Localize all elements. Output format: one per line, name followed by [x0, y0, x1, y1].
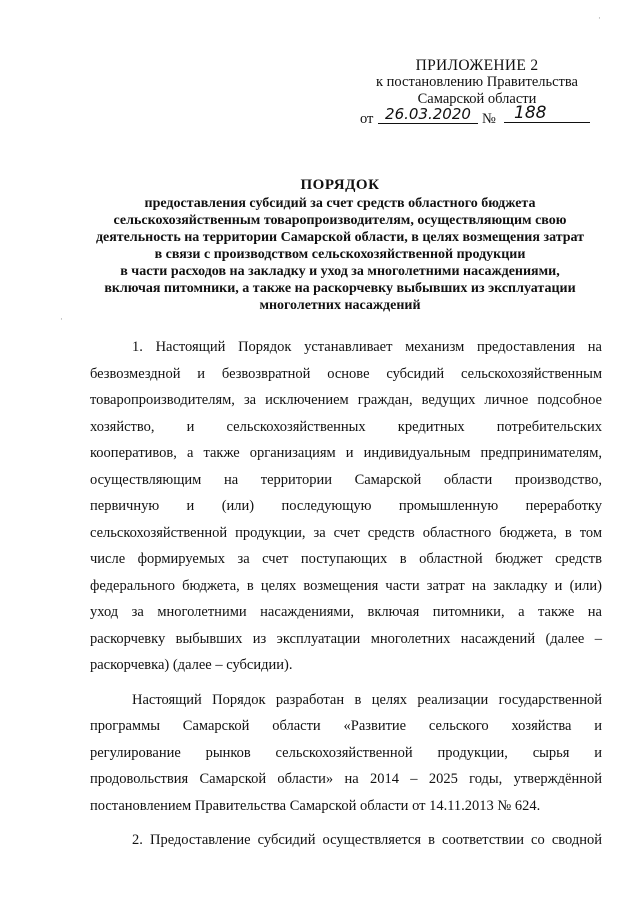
heading-line: деятельность на территории Самарской области, в целях возмещения затрат — [95, 230, 585, 245]
paragraph-1 — [90, 334, 602, 679]
text-line: раскорчевка) (далее – субсидии). — [90, 657, 293, 673]
text-line: безвозмездной и безвозвратной основе субсидий сельскохозяйственным — [90, 365, 602, 382]
text-line: уход за многолетними насаждениями, включая питомники, а также на — [90, 604, 602, 620]
text-line: продовольствия Самарской области» на 2014 – 2025 годы, утверждённой — [90, 771, 602, 787]
paragraph-3 — [90, 827, 602, 854]
text-line: 2. Предоставление субсидий осуществляется в соответствии со сводной — [132, 832, 602, 848]
text-line: постановлением Правительства Самарской области от 14.11.2013 № 624. — [90, 797, 541, 814]
scan-speck: · — [60, 315, 63, 325]
text-line: 1. Настоящий Порядок устанавливает механизм предоставления на — [132, 339, 602, 355]
text-line: хозяйство, и сельскохозяйственных кредитных потребительских — [90, 418, 602, 435]
heading-line: включая питомники, а также на раскорчевку выбывших из эксплуатации — [104, 281, 576, 296]
text-line: регулирование рынков сельскохозяйственной продукции, сырья и — [90, 744, 602, 761]
handwritten-number: 188 — [504, 105, 590, 123]
appendix-block — [352, 57, 602, 131]
heading-line: многолетних насаждений — [259, 298, 421, 313]
heading-line: предоставления субсидий за счет средств областного бюджета — [144, 196, 536, 211]
appendix-line-2: Самарской области — [417, 91, 537, 107]
heading-line: сельскохозяйственным товаропроизводителям, осуществляющим свою — [113, 213, 567, 228]
text-line: Настоящий Порядок разработан в целях реализации государственной — [132, 691, 602, 708]
document-title: ПОРЯДОК — [300, 177, 380, 193]
text-line: осуществляющим на территории Самарской области производство, — [90, 471, 602, 488]
date-prefix: от — [360, 111, 374, 127]
appendix-date-line — [352, 103, 602, 131]
appendix-title: ПРИЛОЖЕНИЕ 2 — [415, 57, 539, 74]
heading-line: в связи с производством сельскохозяйственной продукции — [154, 247, 526, 262]
scan-speck: · — [598, 14, 601, 24]
paragraph-2 — [90, 687, 602, 820]
text-line: первичную и (или) последующую промышленную переработку — [90, 498, 602, 514]
text-line: раскорчевку выбывших из эксплуатации многолетних насаждений (далее – — [90, 630, 602, 647]
document-heading — [60, 177, 620, 314]
text-line: товаропроизводителям, за исключением граждан, ведущих личное подсобное — [90, 392, 602, 408]
text-line: числе формируемых за счет поступающих в областной бюджет средств — [90, 551, 602, 567]
text-line: сельскохозяйственной продукции, за счет средств областного бюджета, в том — [90, 524, 602, 541]
text-line: программы Самарской области «Развитие сельского хозяйства и — [90, 718, 602, 734]
document-body — [90, 334, 602, 854]
heading-line: в части расходов на закладку и уход за многолетними насаждениями, — [120, 264, 560, 279]
number-prefix: № — [482, 111, 496, 127]
appendix-line-1: к постановлению Правительства — [376, 74, 578, 90]
text-line: федерального бюджета, в целях возмещения части затрат на закладку и (или) — [90, 577, 602, 594]
handwritten-date: 26.03.2020 — [378, 106, 478, 124]
text-line: кооперативов, а также организациям и индивидуальным предпринимателям, — [90, 445, 602, 461]
